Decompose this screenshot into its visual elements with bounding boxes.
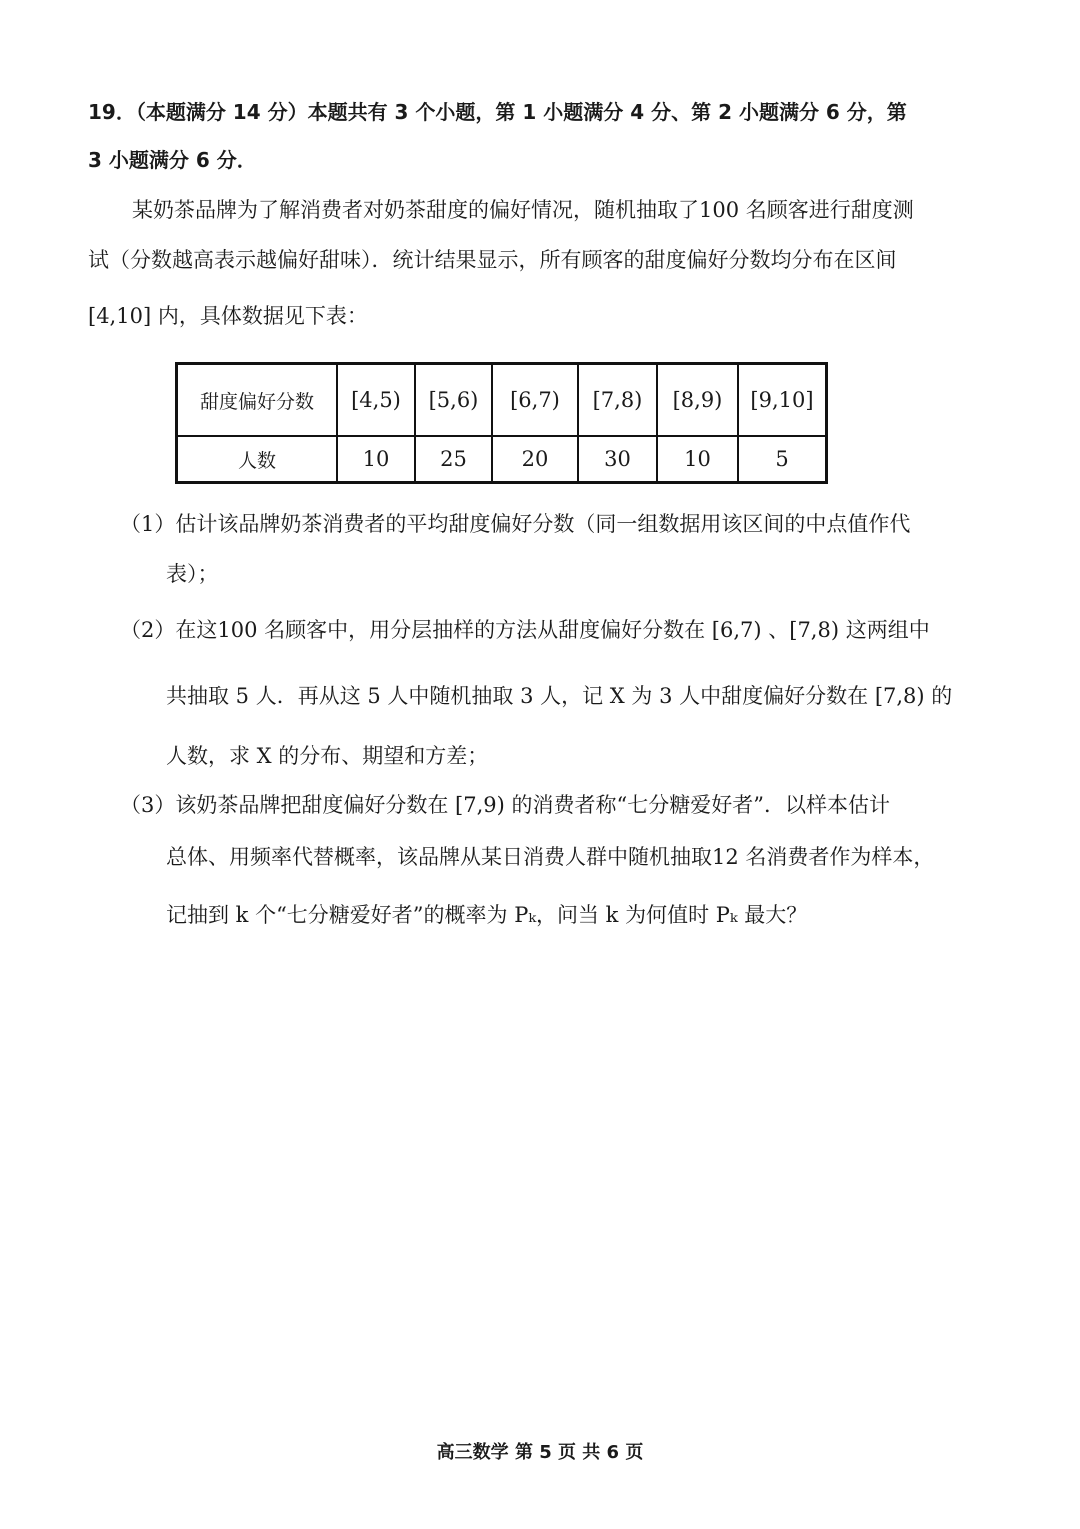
row-header-score: 甜度偏好分数 bbox=[177, 364, 338, 437]
interval-cell: [8,9) bbox=[657, 364, 738, 437]
interval-cell: [4,5) bbox=[337, 364, 415, 437]
part-3-line-3: 记抽到 k 个“七分糖爱好者”的概率为 Pₖ，问当 k 为何值时 Pₖ 最大？ bbox=[166, 903, 808, 927]
intro-line-3: [4,10] 内，具体数据见下表： bbox=[88, 304, 368, 328]
part-1-line-1: （1）估计该品牌奶茶消费者的平均甜度偏好分数（同一组数据用该区间的中点值作代 bbox=[120, 512, 911, 536]
intro-line-2: 试（分数越高表示越偏好甜味）．统计结果显示，所有顾客的甜度偏好分数均分布在区间 bbox=[88, 248, 897, 272]
part-2-line-3: 人数，求 X 的分布、期望和方差； bbox=[166, 744, 489, 768]
interval-cell: [6,7) bbox=[492, 364, 578, 437]
part-2-line-1: （2）在这100 名顾客中，用分层抽样的方法从甜度偏好分数在 [6,7) 、[7,8) 这两组中 bbox=[120, 618, 930, 642]
table-row bbox=[177, 364, 827, 437]
part-1-line-2: 表）； bbox=[166, 562, 219, 586]
page-footer: 高三数学 第 5 页 共 6 页 bbox=[436, 1442, 644, 1463]
count-cell: 10 bbox=[337, 436, 415, 483]
interval-cell: [5,6) bbox=[415, 364, 492, 437]
count-cell: 25 bbox=[415, 436, 492, 483]
count-cell: 20 bbox=[492, 436, 578, 483]
count-cell: 10 bbox=[657, 436, 738, 483]
question-header-line-1: 19．（本题满分 14 分）本题共有 3 个小题，第 1 小题满分 4 分、第 2 小题满分 6 分，第 bbox=[88, 100, 907, 124]
part-3-line-2: 总体、用频率代替概率，该品牌从某日消费人群中随机抽取12 名消费者作为样本， bbox=[166, 845, 935, 869]
part-3-line-1: （3）该奶茶品牌把甜度偏好分数在 [7,9) 的消费者称“七分糖爱好者”．以样本估计 bbox=[120, 793, 890, 817]
count-cell: 30 bbox=[578, 436, 657, 483]
question-header-line-2: 3 小题满分 6 分． bbox=[88, 148, 257, 172]
count-cell: 5 bbox=[738, 436, 827, 483]
row-header-count: 人数 bbox=[177, 436, 338, 483]
interval-cell: [9,10] bbox=[738, 364, 827, 437]
sweetness-data-table bbox=[175, 362, 828, 484]
intro-line-1: 某奶茶品牌为了解消费者对奶茶甜度的偏好情况，随机抽取了100 名顾客进行甜度测 bbox=[132, 198, 914, 222]
interval-cell: [7,8) bbox=[578, 364, 657, 437]
part-2-line-2: 共抽取 5 人．再从这 5 人中随机抽取 3 人，记 X 为 3 人中甜度偏好分数在 [7,8) 的 bbox=[166, 684, 953, 708]
table-row bbox=[177, 436, 827, 483]
